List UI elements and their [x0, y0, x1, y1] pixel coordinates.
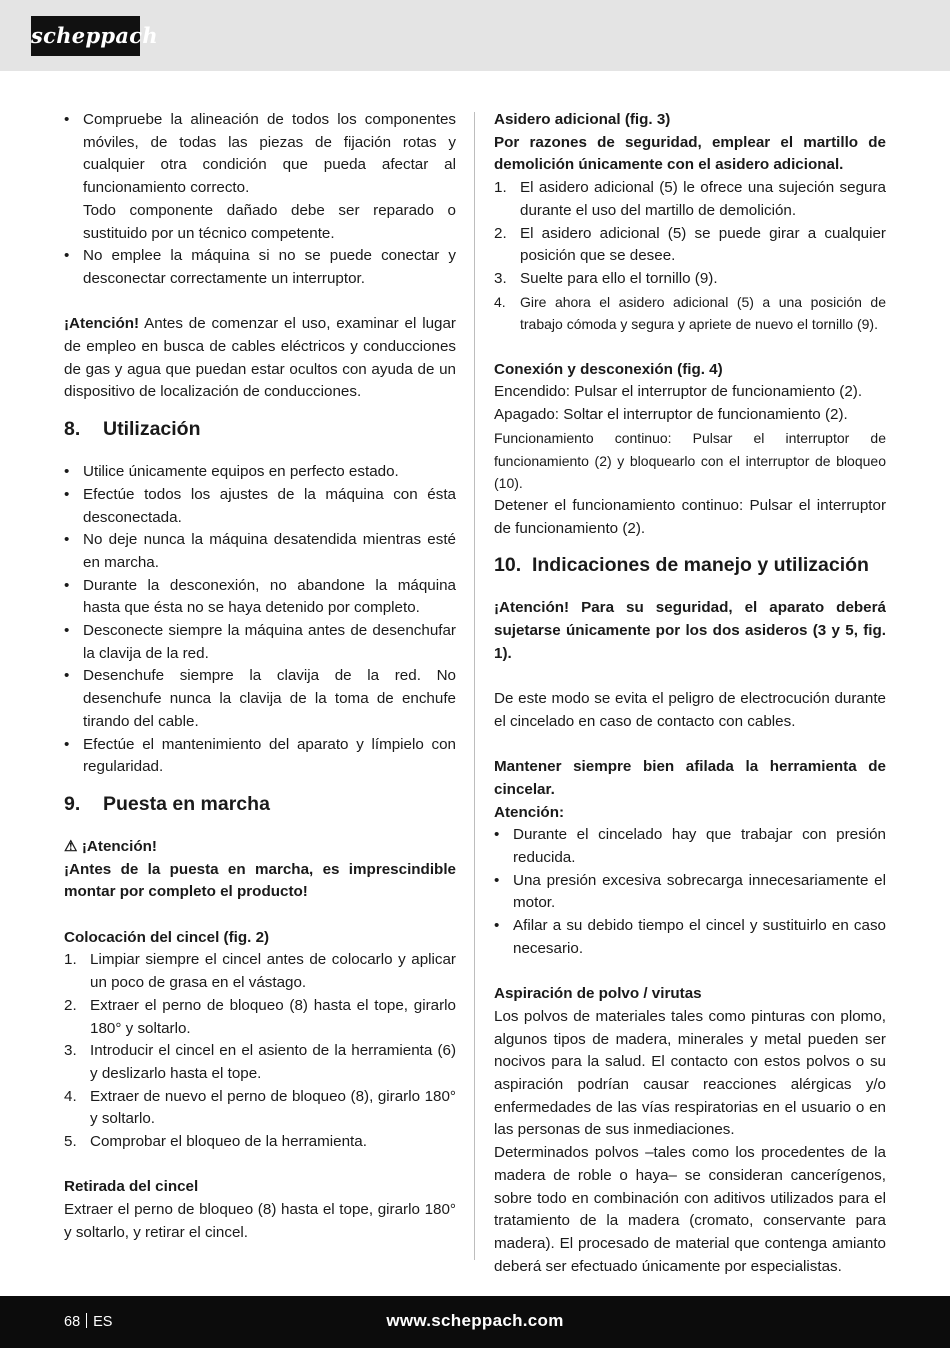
handle-warning: Por razones de seguridad, emplear el martillo de demolición únicamente con el asidero adicional. — [494, 133, 886, 174]
list-item: • Una presión excesiva sobrecarga innecesariamente el motor. — [494, 870, 886, 915]
list-item: 4. Extraer de nuevo el perno de bloqueo (8), girarlo 180° y soltarlo. — [64, 1087, 456, 1128]
list-item-continuation: Todo componente dañado debe ser reparado o sustituido por un técnico competente. — [83, 201, 456, 242]
list-item: 3. Introducir el cincel en el asiento de la herramienta (6) y deslizarlo hasta el tope. — [64, 1042, 456, 1082]
language-code: ES — [93, 1314, 113, 1330]
continuous-operation-text: Funcionamiento continuo: Pulsar el interruptor de funcionamiento (2) y bloquearlo con el interruptor de bloqueo (10). — [494, 429, 886, 492]
list-item: • Efectúe todos los ajustes de la máquina con ésta desconectada. — [64, 484, 456, 529]
website-url: www.scheppach.com — [386, 1311, 564, 1330]
list-item: 4. Gire ahora el asidero adicional (5) a una posición de trabajo cómoda y segura y apriete de nuevo el tornillo (9). — [494, 293, 886, 333]
switch-off-text: Apagado: Soltar el interruptor de funcionamiento (2). — [494, 406, 848, 424]
subheading-additional-handle: Asidero adicional (fig. 3) — [494, 111, 671, 128]
section-heading-9: 9. Puesta en marcha — [64, 792, 270, 815]
dust-paragraph-1: Los polvos de materiales tales como pinturas con plomo, algunos tipos de madera, minerales y metal pueden ser nocivos para la salud. El contacto con estos polvos o su aspiración podrían causar reacciones alérgicas y/o enfermedades de las vías respiratorias en el usuario o en las personas de sus inmediaciones. — [494, 1007, 886, 1139]
list-item: • No deje nunca la máquina desatendida mientras esté en marcha. — [64, 529, 456, 574]
subheading-chisel-removal: Retirada del cincel — [64, 1178, 199, 1196]
subheading-chisel-fitting: Colocación del cincel (fig. 2) — [64, 928, 270, 946]
list-item: • Desenchufe siempre la clavija de la red. No desenchufe nunca la clavija de la toma de enchufe tirando del cable. — [64, 665, 456, 733]
attention-text: Antes de comenzar el uso, examinar el lugar de empleo en busca de cables eléctricos y conducciones de gas y agua que puedan estar ocultos con ayuda de un dispositivo de localización de conducciones. — [64, 315, 456, 401]
list-item: • No emplee la máquina si no se puede conectar y desconectar correctamente un interruptor. — [64, 245, 456, 290]
stop-continuous-text: Detener el funcionamiento continuo: Pulsar el interruptor de funcionamiento (2). — [494, 496, 886, 537]
list-item: 5. Comprobar el bloqueo de la herramienta. — [64, 1133, 367, 1151]
list-item: 3. Suelte para ello el tornillo (9). — [494, 269, 718, 287]
list-item: • Durante la desconexión, no abandone la máquina hasta que ésta no se haya detenido por completo. — [64, 575, 456, 620]
right-column — [494, 109, 886, 1278]
list-item: 1. Limpiar siempre el cincel antes de colocarlo y aplicar un poco de grasa en el vástago. — [64, 951, 456, 992]
page-footer — [0, 1296, 950, 1348]
list-item: • Utilice únicamente equipos en perfecto estado. — [64, 461, 456, 484]
usage-bullet-list — [64, 461, 456, 779]
chisel-removal-text: Extraer el perno de bloqueo (8) hasta el tope, girarlo 180° y soltarlo, y retirar el cincel. — [64, 1201, 456, 1241]
chiseling-bullet-list — [494, 824, 886, 960]
list-item: • Durante el cincelado hay que trabajar con presión reducida. — [494, 824, 886, 869]
attention-label: Atención: — [494, 803, 565, 821]
section-heading-8: 8. Utilización — [64, 418, 201, 441]
list-item: 2. Extraer el perno de bloqueo (8) hasta el tope, girarlo 180° y soltarlo. — [64, 996, 456, 1037]
electrocution-text: De este modo se evita el peligro de electrocución durante el cincelado en caso de contacto con cables. — [494, 690, 886, 730]
list-item: • Afilar a su debido tiempo el cincel y sustituirlo en caso necesario. — [494, 915, 886, 960]
warning-triangle-icon: ⚠ — [64, 837, 78, 855]
warning-text: ¡Antes de la puesta en marcha, es imprescindible montar por completo el producto! — [64, 860, 456, 901]
column-divider — [474, 112, 475, 1260]
grip-warning: ¡Atención! Para su seguridad, el aparato deberá sujetarse únicamente por los dos asideros (3 y 5, fig. 1). — [494, 599, 886, 662]
list-item: 1. El asidero adicional (5) le ofrece una sujeción segura durante el uso del martillo de demolición. — [494, 179, 886, 219]
sharpen-heading: Mantener siempre bien afilada la herramienta de cincelar. — [494, 758, 886, 798]
handle-steps-list — [494, 177, 886, 336]
section-heading-10: 10. Indicaciones de manejo y utilización — [494, 554, 869, 577]
chisel-steps-list — [64, 949, 456, 1153]
brand-logo: scheppach — [31, 16, 140, 56]
attention-paragraph — [64, 313, 456, 404]
warning-heading: ⚠ ¡Atención! — [64, 837, 157, 855]
list-item: • Efectúe el mantenimiento del aparato y límpielo con regularidad. — [64, 734, 456, 779]
attention-label: ¡Atención! — [64, 315, 140, 333]
page-header — [0, 0, 950, 71]
safety-bullet-list — [64, 109, 456, 291]
page-number: 68 ES — [64, 1314, 113, 1330]
list-item: • Compruebe la alineación de todos los componentes móviles, de todas las piezas de fijación rotas y cualquier otra condición que pueda afectar al funcionamiento correcto. Todo componente dañado debe ser reparado o sustituido por un técnico competente. — [64, 109, 456, 245]
left-column — [64, 109, 456, 1245]
list-item: 2. El asidero adicional (5) se puede girar a cualquier posición que se desee. — [494, 224, 886, 265]
switch-on-text: Encendido: Pulsar el interruptor de funcionamiento (2). — [494, 383, 863, 401]
subheading-dust: Aspiración de polvo / virutas — [494, 985, 702, 1003]
dust-paragraph-2: Determinados polvos –tales como los procedentes de la madera de roble o haya– se consideran cancerígenos, sobre todo en combinación con aditivos utilizados para el tratamiento de la madera (cromato, conservante para madera). El procesado de material que contenga amianto deberá ser efectuado únicamente por especialistas. — [494, 1144, 886, 1275]
subheading-on-off: Conexión y desconexión (fig. 4) — [494, 360, 723, 378]
list-item: • Desconecte siempre la máquina antes de desenchufar la clavija de la red. — [64, 620, 456, 665]
